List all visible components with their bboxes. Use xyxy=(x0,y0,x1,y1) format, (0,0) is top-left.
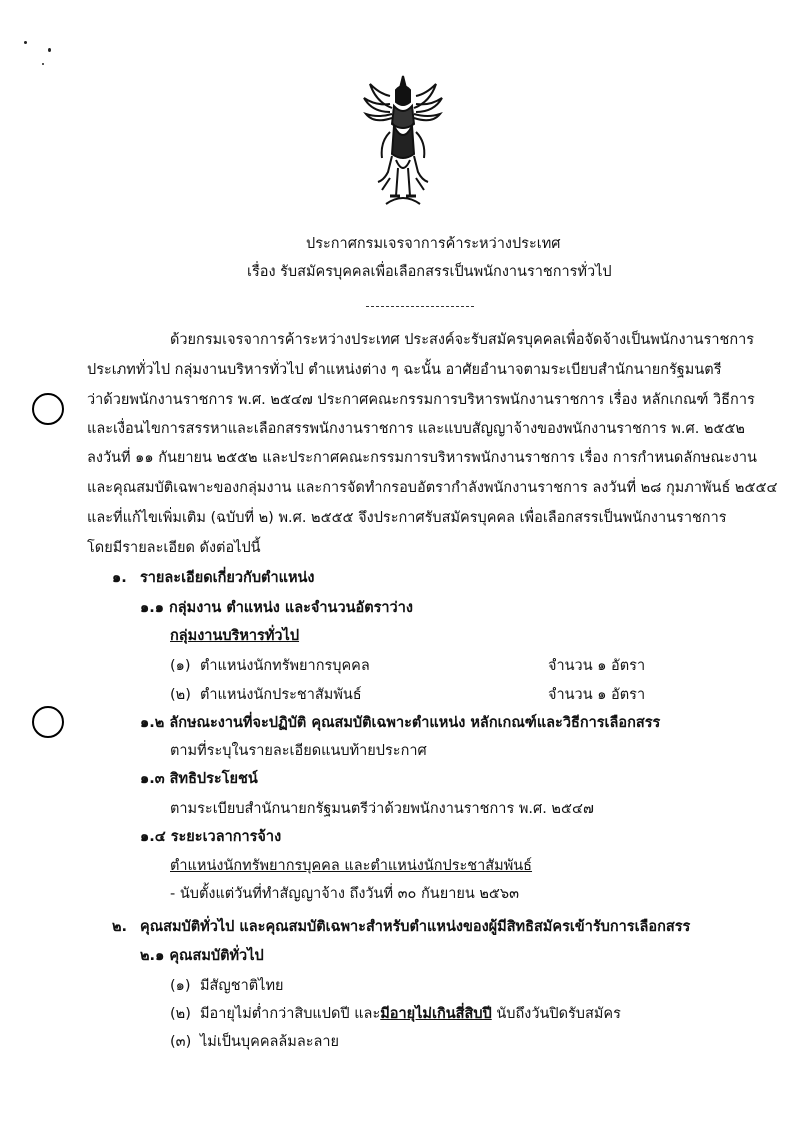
intro-line: และคุณสมบัติเฉพาะของกลุ่มงาน และการจัดทำกรอบอัตรากำลังพนักงานราชการ ลงวันที่ ๒๘ กุมภาพันธ์ ๒๕๕๔ xyxy=(87,480,778,496)
scan-speck xyxy=(24,41,27,44)
qualification-text: ไม่เป็นบุคคลล้มละลาย xyxy=(200,1034,340,1050)
intro-line: ลงวันที่ ๑๑ กันยายน ๒๕๕๒ และประกาศคณะกรรมการบริหารพนักงานราชการ เรื่อง การกำหนดลักษณะงาน xyxy=(87,450,757,466)
section1-4-title: ๑.๔ ระยะเวลาการจ้าง xyxy=(140,829,282,845)
section1-1-title: ๑.๑ กลุ่มงาน ตำแหน่ง และจำนวนอัตราว่าง xyxy=(140,600,413,616)
position-count: จำนวน ๑ อัตรา xyxy=(548,687,646,703)
qualification-number: (๓) xyxy=(170,1034,192,1050)
punch-hole-top xyxy=(32,393,64,425)
garuda-emblem xyxy=(360,72,446,212)
section2-title: คุณสมบัติทั่วไป และคุณสมบัติเฉพาะสำหรับตำแหน่งของผู้มีสิทธิสมัครเข้ารับการเลือกสรร xyxy=(140,919,691,935)
section1-4-subtitle: ตำแหน่งนักทรัพยากรบุคคล และตำแหน่งนักประชาสัมพันธ์ xyxy=(170,858,533,874)
section2-1-title: ๒.๑ คุณสมบัติทั่วไป xyxy=(140,948,264,964)
intro-line: ด้วยกรมเจรจาการค้าระหว่างประเทศ ประสงค์จะรับสมัครบุคคลเพื่อจัดจ้างเป็นพนักงานราชการ xyxy=(170,332,755,348)
qualification-text: มีสัญชาติไทย xyxy=(200,978,284,994)
scan-speck xyxy=(48,48,51,52)
intro-line: โดยมีรายละเอียด ดังต่อไปนี้ xyxy=(87,540,261,556)
section2-number: ๒. xyxy=(112,919,128,935)
section1-title: รายละเอียดเกี่ยวกับตำแหน่ง xyxy=(140,570,315,586)
section1-number: ๑. xyxy=(112,570,127,586)
age-limit-emphasis: มีอายุไม่เกินสี่สิบปี xyxy=(380,1006,492,1022)
position-number: (๑) xyxy=(170,658,191,674)
section1-4-text: - นับตั้งแต่วันที่ทำสัญญาจ้าง ถึงวันที่ ๓๐ กันยายน ๒๕๖๓ xyxy=(170,886,520,902)
section1-3-text: ตามระเบียบสำนักนายกรัฐมนตรีว่าด้วยพนักงานราชการ พ.ศ. ๒๕๔๗ xyxy=(170,801,594,817)
subject-title: เรื่อง รับสมัครบุคคลเพื่อเลือกสรรเป็นพนักงานราชการทั่วไป xyxy=(247,264,612,280)
header-divider xyxy=(366,306,474,307)
section1-2-text: ตามที่ระบุในรายละเอียดแนบท้ายประกาศ xyxy=(170,743,427,759)
position-count: จำนวน ๑ อัตรา xyxy=(548,658,646,674)
intro-line: และที่แก้ไขเพิ่มเติม (ฉบับที่ ๒) พ.ศ. ๒๕๕๕ จึงประกาศรับสมัครบุคคล เพื่อเลือกสรรเป็นพนักงานราชการ xyxy=(87,510,727,526)
position-name: ตำแหน่งนักทรัพยากรบุคคล xyxy=(200,658,370,674)
qualification-text xyxy=(200,1004,621,1024)
qualification-number: (๑) xyxy=(170,978,191,994)
qualification-number: (๒) xyxy=(170,1006,191,1022)
position-name: ตำแหน่งนักประชาสัมพันธ์ xyxy=(200,687,362,703)
work-group-heading: กลุ่มงานบริหารทั่วไป xyxy=(170,628,300,644)
section1-3-title: ๑.๓ สิทธิประโยชน์ xyxy=(140,771,258,787)
intro-line: และเงื่อนไขการสรรหาและเลือกสรรพนักงานราชการ และแบบสัญญาจ้างของพนักงานราชการ พ.ศ. ๒๕๕๒ xyxy=(87,421,745,437)
punch-hole-bottom xyxy=(32,706,64,738)
qualification-text-post: นับถึงวันปิดรับสมัคร xyxy=(491,1006,621,1022)
position-number: (๒) xyxy=(170,687,191,703)
intro-line: ว่าด้วยพนักงานราชการ พ.ศ. ๒๕๔๗ ประกาศคณะกรรมการบริหารพนักงานราชการ เรื่อง หลักเกณฑ์ วิธีการ xyxy=(87,392,755,408)
intro-line: ประเภททั่วไป กลุ่มงานบริหารทั่วไป ตำแหน่งต่าง ๆ ฉะนั้น อาศัยอำนาจตามระเบียบสำนักนายกรัฐมนตรี xyxy=(87,362,722,378)
scan-speck xyxy=(42,63,44,65)
issuer-title: ประกาศกรมเจรจาการค้าระหว่างประเทศ xyxy=(306,236,561,252)
section1-2-title: ๑.๒ ลักษณะงานที่จะปฏิบัติ คุณสมบัติเฉพาะตำแหน่ง หลักเกณฑ์และวิธีการเลือกสรร xyxy=(140,715,661,731)
qualification-text-pre: มีอายุไม่ต่ำกว่าสิบแปดปี และ xyxy=(200,1006,381,1022)
